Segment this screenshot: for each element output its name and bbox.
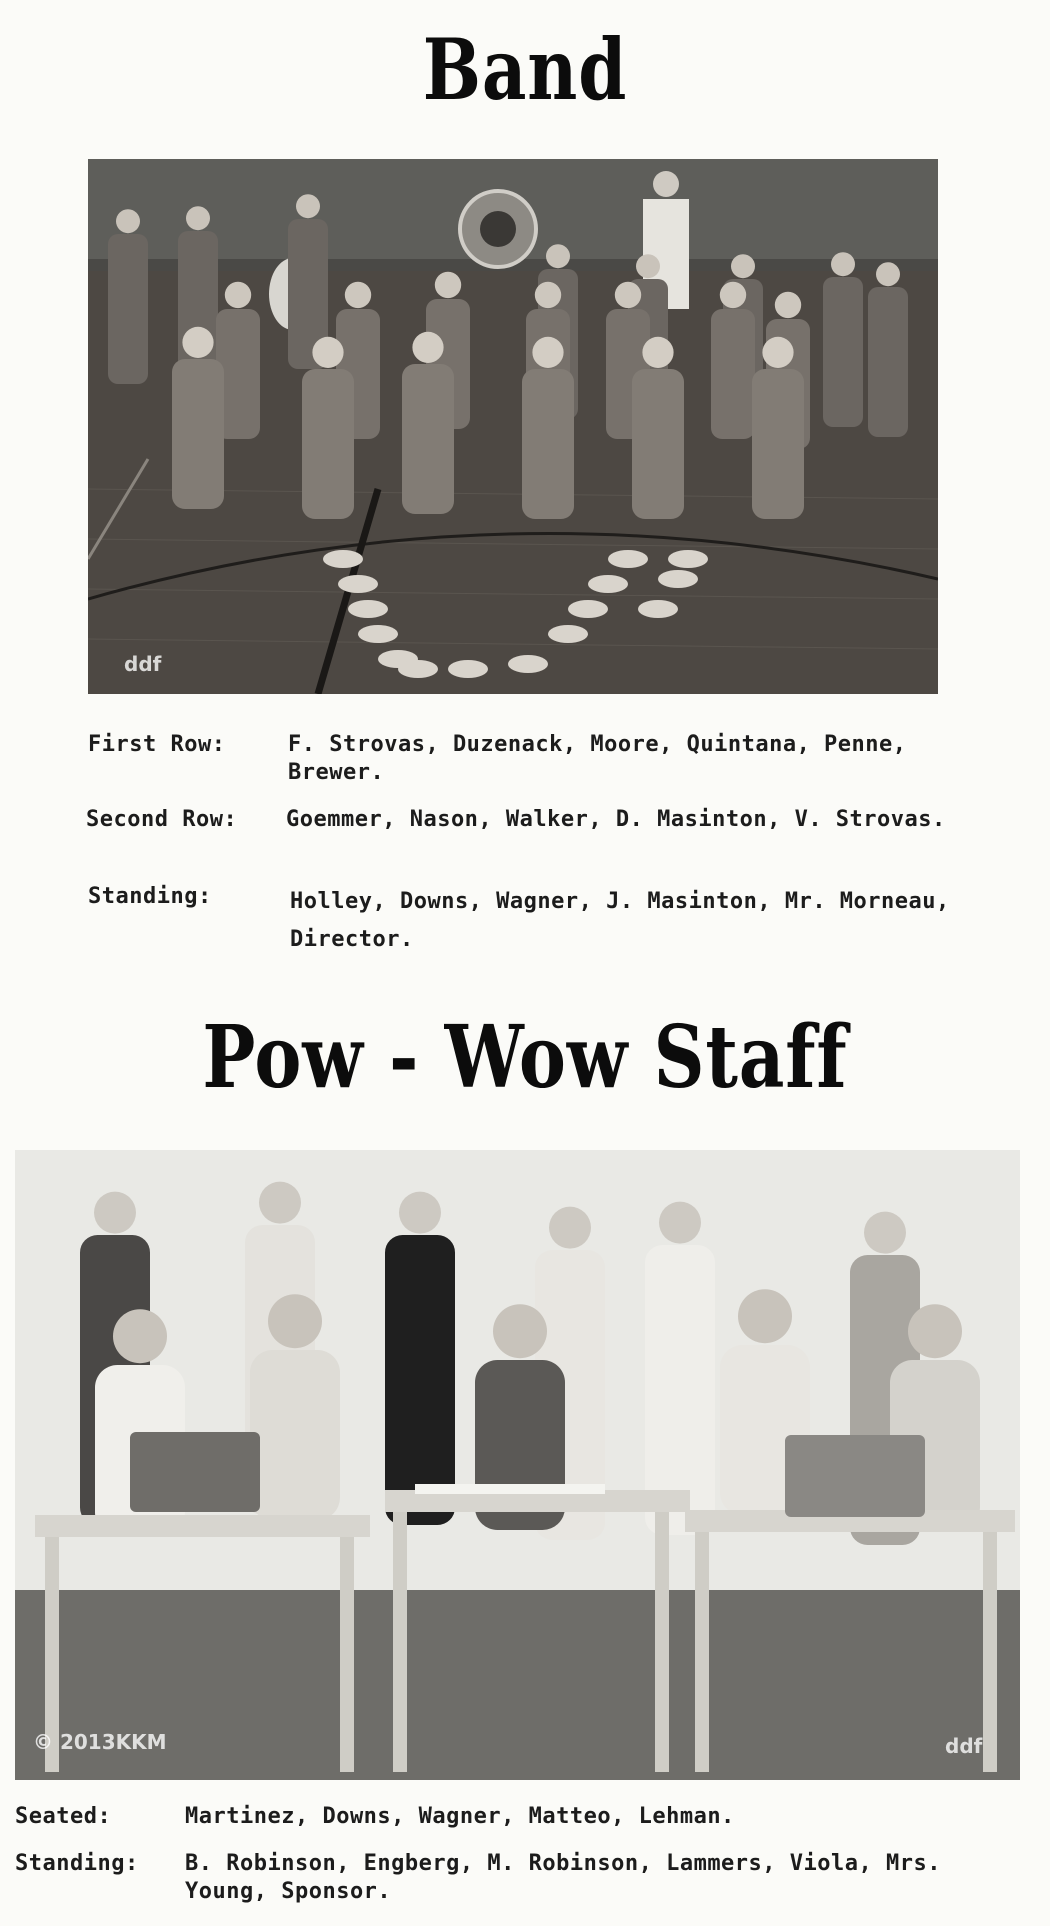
band-member xyxy=(868,262,908,437)
band-caption-label-standing: Standing: xyxy=(88,884,212,909)
staff-heading: Pow - Wow Staff xyxy=(202,1007,848,1108)
staff-member-standing xyxy=(645,1202,715,1535)
band-caption-label-second-row: Second Row: xyxy=(86,807,238,832)
band-photo-illustration xyxy=(88,159,938,694)
band-member xyxy=(108,209,148,384)
band-cap xyxy=(668,550,708,568)
staff-caption-seated: Martinez, Downs, Wagner, Matteo, Lehman. xyxy=(185,1804,735,1829)
band-cap xyxy=(398,660,438,678)
staff-watermark: ddf xyxy=(945,1734,983,1758)
band-cap xyxy=(548,625,588,643)
staff-caption-label-seated: Seated: xyxy=(15,1804,112,1829)
band-cap xyxy=(608,550,648,568)
band-cap xyxy=(348,600,388,618)
staff-caption-label-standing: Standing: xyxy=(15,1851,139,1876)
band-cap xyxy=(658,570,698,588)
staff-member-standing xyxy=(385,1192,455,1525)
band-caption-first-row: F. Strovas, Duzenack, Moore, Quintana, Penne, Brewer. xyxy=(288,732,907,785)
band-caption-label-first-row: First Row: xyxy=(88,732,226,757)
staff-watermark-copyright: © 2013KKM xyxy=(33,1730,167,1754)
band-cap xyxy=(448,660,488,678)
band-cap xyxy=(323,550,363,568)
band-cap xyxy=(568,600,608,618)
band-watermark: ddf xyxy=(124,652,162,676)
staff-photo xyxy=(15,1150,1020,1780)
staff-photo-illustration xyxy=(15,1150,1020,1780)
band-cap xyxy=(638,600,678,618)
band-photo xyxy=(88,159,938,694)
band-caption-second-row: Goemmer, Nason, Walker, D. Masinton, V. Strovas. xyxy=(286,807,946,832)
band-cap xyxy=(588,575,628,593)
staff-caption-standing: B. Robinson, Engberg, M. Robinson, Lammers, Viola, Mrs. Young, Sponsor. xyxy=(185,1851,941,1904)
band-cap xyxy=(338,575,378,593)
band-cap xyxy=(508,655,548,673)
band-member xyxy=(823,252,863,427)
band-cap xyxy=(358,625,398,643)
band-caption-standing: Holley, Downs, Wagner, J. Masinton, Mr. Morneau, Director. xyxy=(290,889,950,952)
band-heading: Band xyxy=(422,20,628,119)
